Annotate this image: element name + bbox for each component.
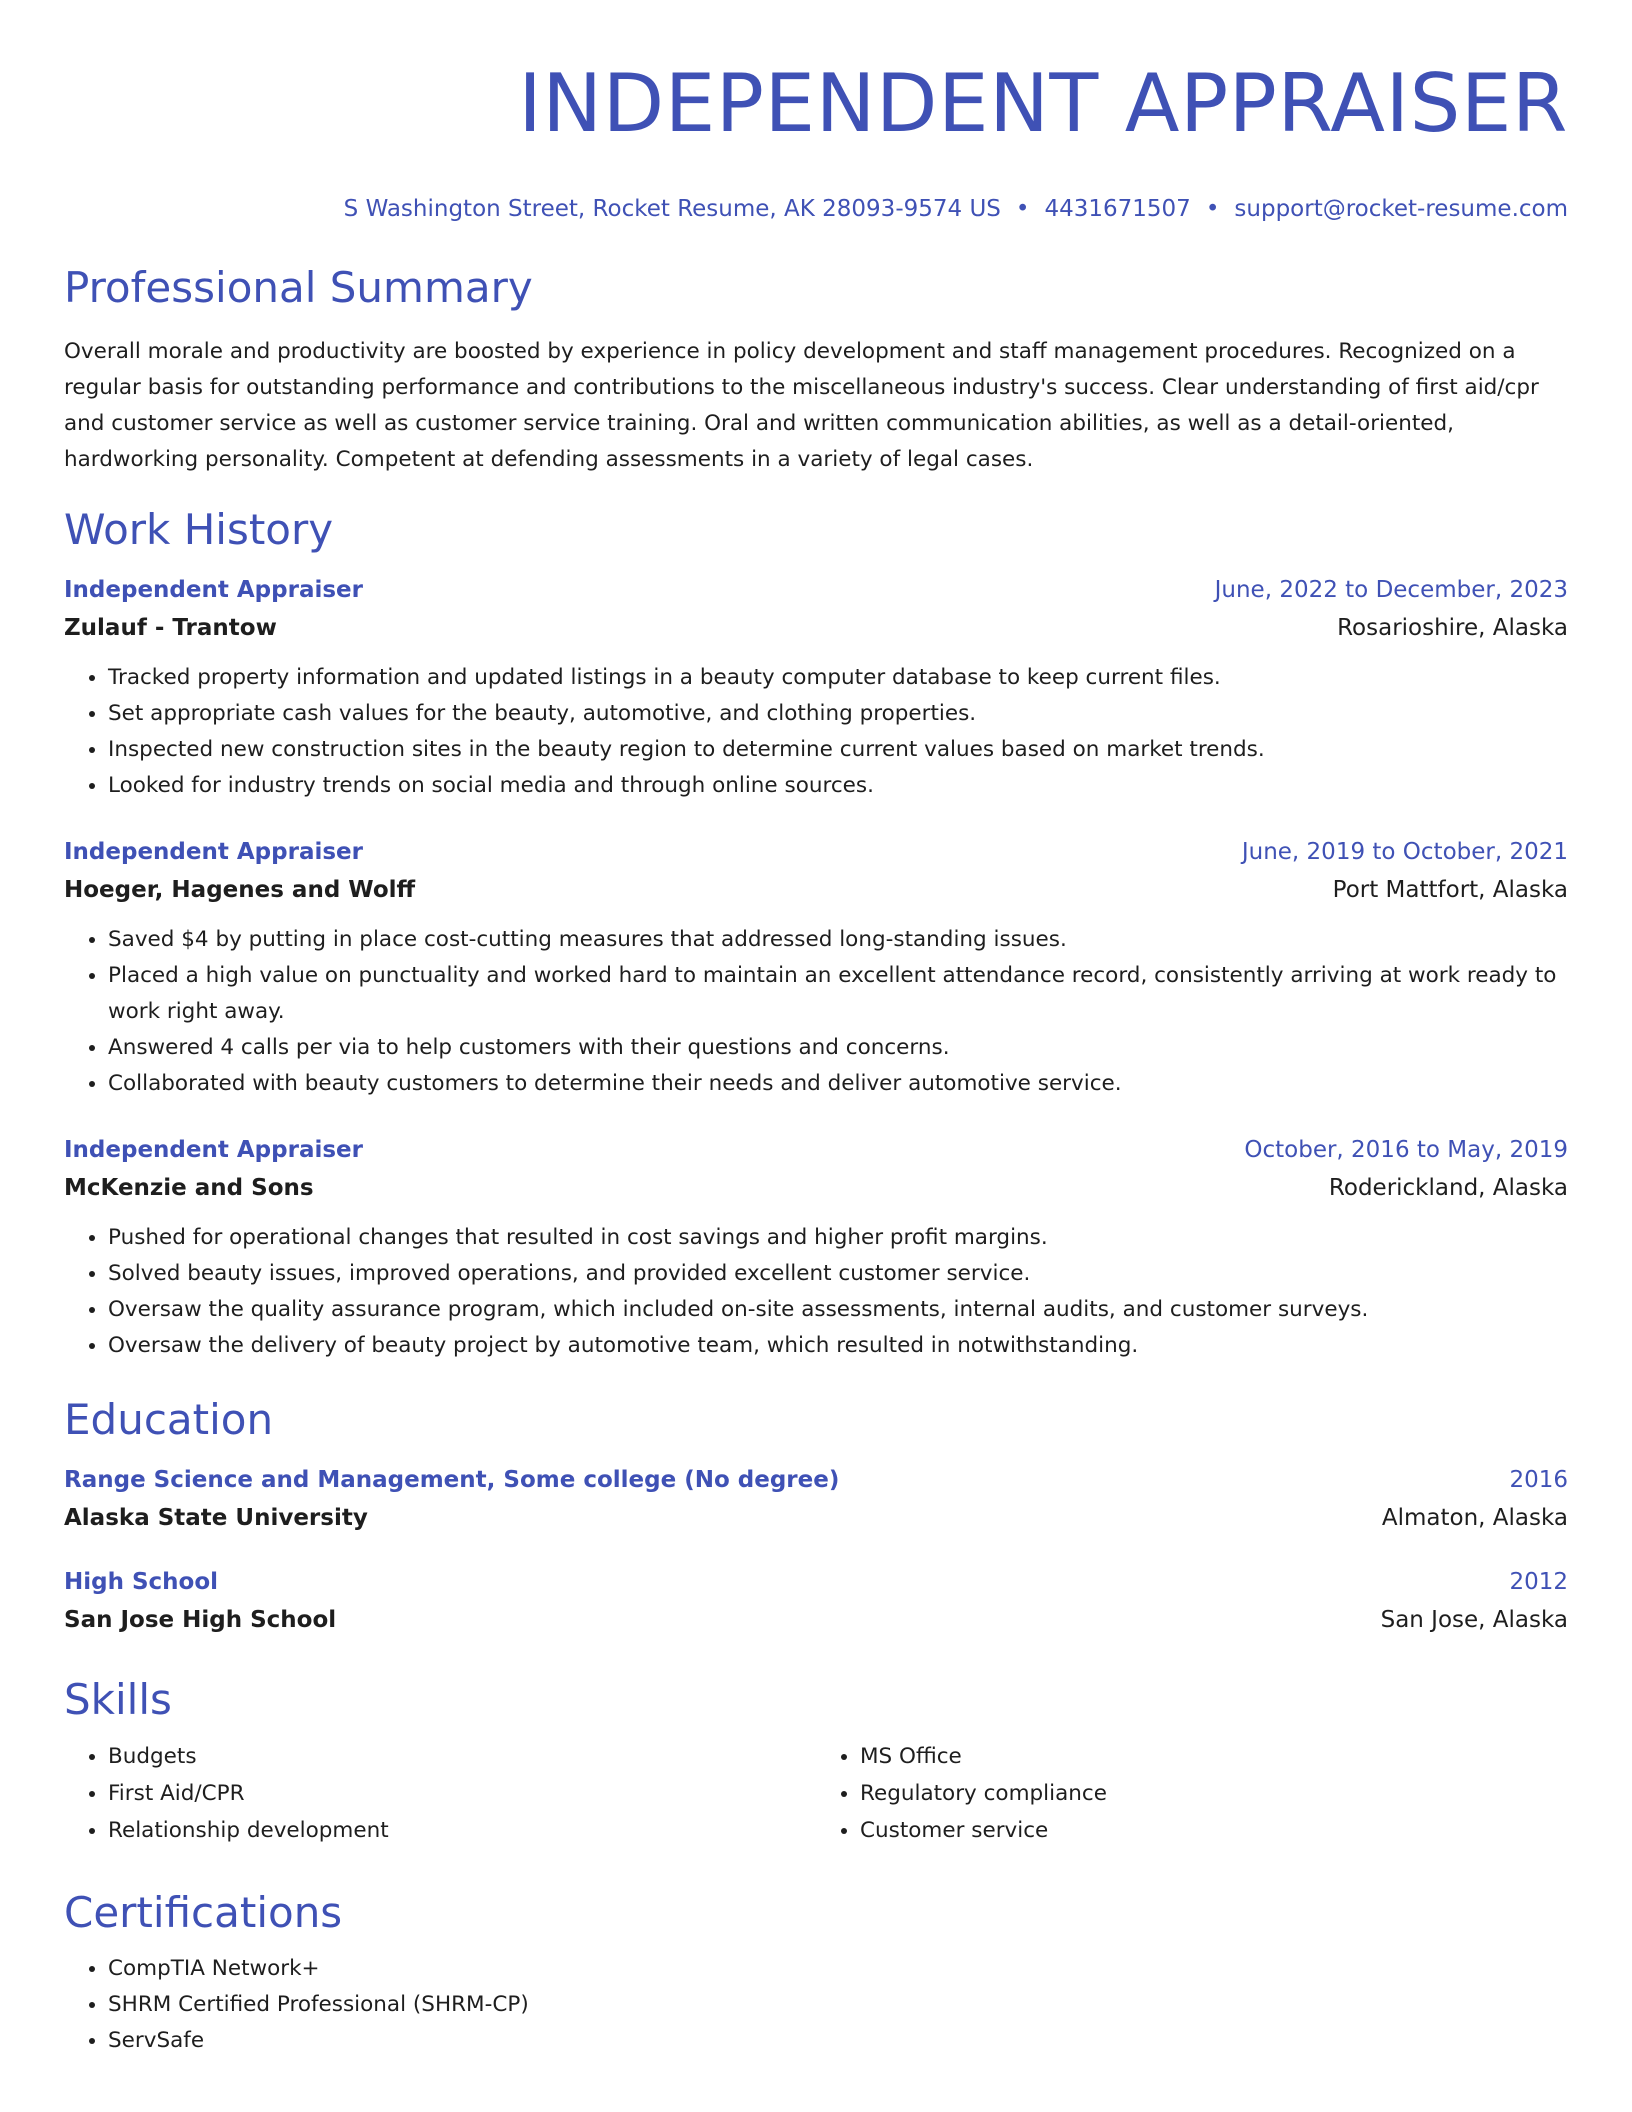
resume-title: INDEPENDENT APPRAISER (518, 57, 1568, 150)
education-degree: High School (64, 1569, 219, 1595)
section-heading-work: Work History (64, 505, 334, 554)
contact-separator: • (1205, 196, 1220, 222)
education-year: 2016 (1509, 1467, 1568, 1493)
education-entry (64, 1462, 1568, 1538)
job-bullet: • Set appropriate cash values for the beauty, automotive, and clothing properties. (108, 696, 1568, 732)
job-location: Rosarioshire, Alaska (1337, 615, 1568, 641)
education-year: 2012 (1509, 1569, 1568, 1595)
education-school: Alaska State University (64, 1505, 368, 1531)
section-heading-certifications: Certifications (64, 1888, 343, 1937)
job-bullet: • Oversaw the delivery of beauty project by automotive team, which resulted in notwithstanding. (108, 1328, 1568, 1364)
certification-item: • SHRM Certified Professional (SHRM-CP) (108, 1987, 1568, 2023)
skill-item: • First Aid/CPR (108, 1775, 816, 1812)
section-heading-education: Education (64, 1395, 274, 1444)
skill-item: • Relationship development (108, 1812, 816, 1849)
summary-text: Overall morale and productivity are boosted by experience in policy development and staff management procedures. Recognized on a regular basis for outstanding performance and contributions to the miscellaneous industry's success. Clear understanding of first aid/cpr and customer service as well as customer service training. Oral and written communication abilities, as well as a detail-oriented, hardworking personality. Competent at defending assessments in a variety of legal cases. (64, 339, 1539, 472)
job-role: Independent Appraiser (64, 839, 363, 865)
job-bullet: • Pushed for operational changes that resulted in cost savings and higher profit margins. (108, 1220, 1568, 1256)
education-entry (64, 1564, 1568, 1640)
certification-item: • CompTIA Network+ (108, 1951, 1568, 1987)
contact-line (64, 194, 1568, 224)
job-dates: June, 2022 to December, 2023 (1214, 577, 1568, 603)
education-school: San Jose High School (64, 1607, 337, 1633)
skill-item: • Budgets (108, 1738, 816, 1775)
section-heading-summary: Professional Summary (64, 263, 533, 312)
contact-email[interactable]: support@rocket-resume.com (1234, 196, 1568, 222)
job-role: Independent Appraiser (64, 1137, 363, 1163)
skills-grid (64, 1738, 1568, 1849)
job-company: McKenzie and Sons (64, 1175, 314, 1201)
education-degree: Range Science and Management, Some college (No degree) (64, 1467, 840, 1493)
job-company: Hoeger, Hagenes and Wolff (64, 877, 416, 903)
certification-item: • ServSafe (108, 2023, 1568, 2059)
contact-separator: • (1015, 196, 1030, 222)
job-entry (64, 834, 1568, 1102)
job-location: Port Mattfort, Alaska (1332, 877, 1568, 903)
certification-list (64, 1951, 1568, 2059)
job-bullet: • Tracked property information and updated listings in a beauty computer database to keep current files. (108, 660, 1568, 696)
job-company: Zulauf - Trantow (64, 615, 277, 641)
education-location: Almaton, Alaska (1381, 1505, 1568, 1531)
job-dates: October, 2016 to May, 2019 (1244, 1137, 1568, 1163)
job-role: Independent Appraiser (64, 577, 363, 603)
job-location: Roderickland, Alaska (1328, 1175, 1568, 1201)
contact-address: S Washington Street, Rocket Resume, AK 28093-9574 US (343, 196, 1001, 222)
contact-phone: 4431671507 (1044, 196, 1191, 222)
job-bullet: • Saved $4 by putting in place cost-cutting measures that addressed long-standing issues. (108, 922, 1568, 958)
skill-item: • MS Office (860, 1738, 1568, 1775)
section-heading-skills: Skills (64, 1675, 172, 1724)
job-bullets (64, 660, 1568, 804)
education-location: San Jose, Alaska (1380, 1607, 1568, 1633)
job-bullet: • Looked for industry trends on social media and through online sources. (108, 768, 1568, 804)
job-bullet: • Oversaw the quality assurance program, which included on-site assessments, internal audits, and customer surveys. (108, 1292, 1568, 1328)
job-entry (64, 572, 1568, 804)
job-dates: June, 2019 to October, 2021 (1241, 839, 1568, 865)
job-bullets (64, 922, 1568, 1102)
skills-column-left (64, 1738, 816, 1849)
job-bullet: • Inspected new construction sites in the beauty region to determine current values based on market trends. (108, 732, 1568, 768)
skill-item: • Customer service (860, 1812, 1568, 1849)
job-bullets (64, 1220, 1568, 1364)
skills-column-right (816, 1738, 1568, 1849)
job-bullet: • Placed a high value on punctuality and worked hard to maintain an excellent attendance record, consistently arriving at work ready to work right away. (108, 958, 1568, 1030)
job-entry (64, 1132, 1568, 1364)
job-bullet: • Answered 4 calls per via to help customers with their questions and concerns. (108, 1030, 1568, 1066)
job-bullet: • Solved beauty issues, improved operations, and provided excellent customer service. (108, 1256, 1568, 1292)
job-bullet: • Collaborated with beauty customers to determine their needs and deliver automotive service. (108, 1066, 1568, 1102)
skill-item: • Regulatory compliance (860, 1775, 1568, 1812)
